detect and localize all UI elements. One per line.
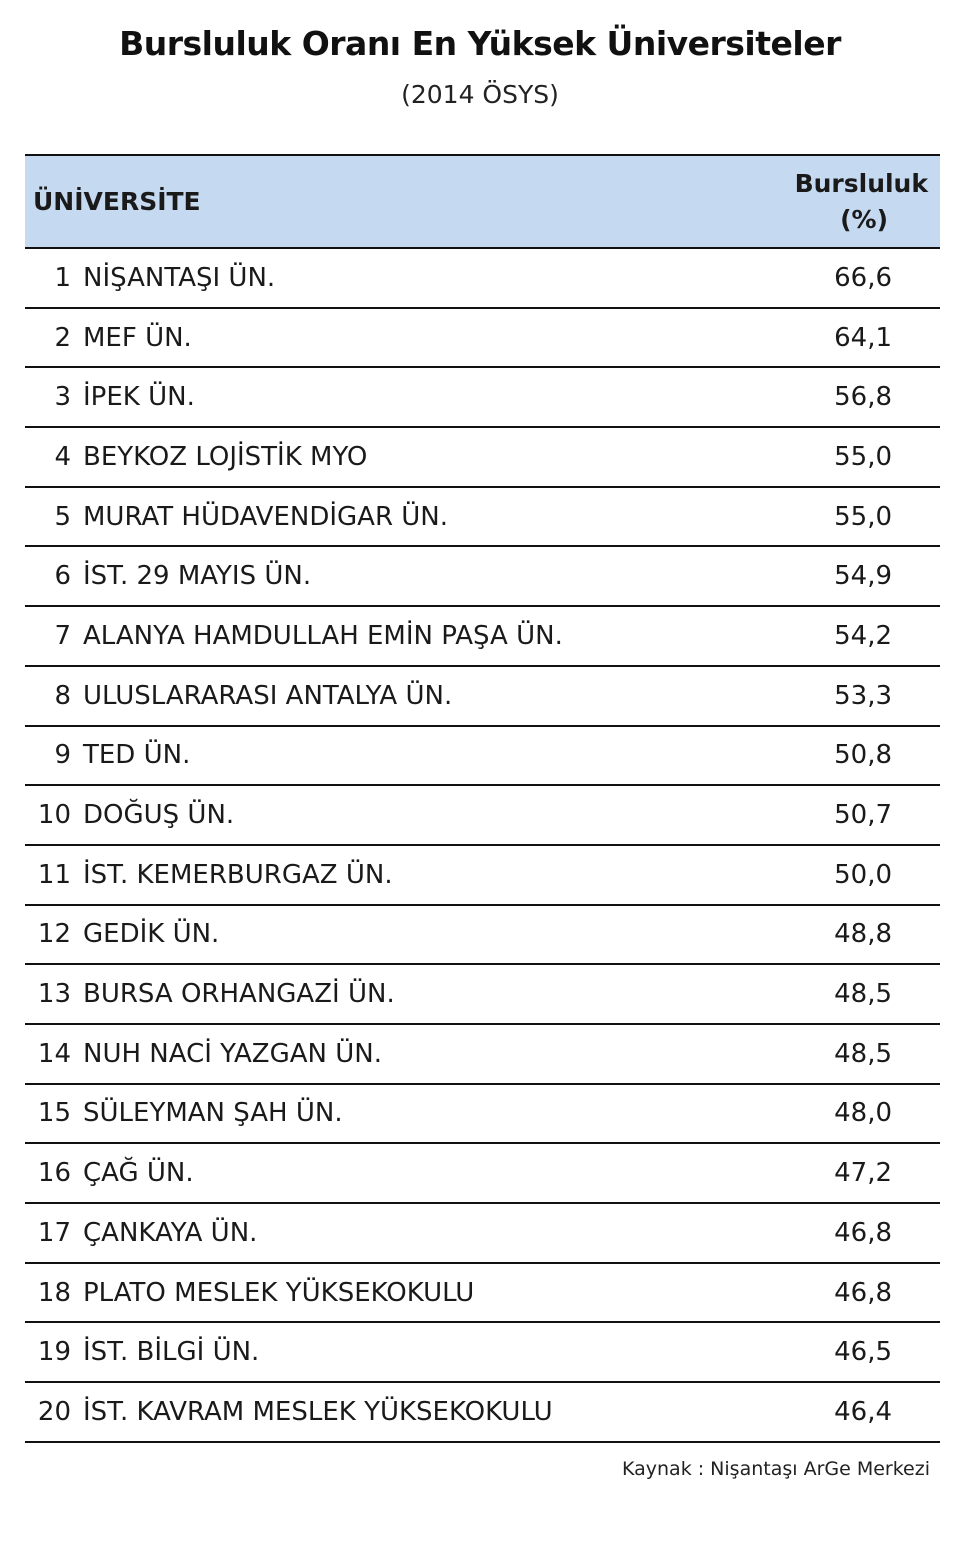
row-scholarship-value: 50,7 [834, 800, 892, 831]
row-scholarship-value: 56,8 [834, 382, 892, 413]
table-row [25, 965, 940, 1025]
row-university-name: İPEK ÜN. [83, 382, 195, 413]
table-row [25, 309, 940, 369]
row-rank: 14 [37, 1038, 71, 1069]
page-title: Bursluluk Oranı En Yüksek Üniversiteler [119, 24, 841, 63]
row-university-name: İST. BİLGİ ÜN. [83, 1337, 260, 1368]
table-row [25, 1085, 940, 1145]
row-scholarship-value: 46,8 [834, 1217, 892, 1248]
row-university-name: TED ÜN. [83, 740, 191, 771]
row-university-name: MEF ÜN. [83, 322, 192, 353]
table-row [25, 547, 940, 607]
row-rank: 13 [37, 979, 71, 1010]
row-rank: 12 [37, 919, 71, 950]
row-scholarship-value: 48,5 [834, 979, 892, 1010]
row-rank: 8 [54, 680, 71, 711]
column-header-scholarship [768, 166, 940, 238]
table-row [25, 607, 940, 667]
table-row [25, 727, 940, 787]
row-rank: 10 [37, 800, 71, 831]
row-scholarship-value: 46,4 [834, 1396, 892, 1427]
row-rank: 20 [37, 1396, 71, 1427]
row-scholarship-value: 48,5 [834, 1038, 892, 1069]
row-rank: 15 [37, 1098, 71, 1129]
row-scholarship-value: 54,2 [834, 620, 892, 651]
row-university-name: ULUSLARARASI ANTALYA ÜN. [83, 680, 453, 711]
row-scholarship-value: 50,8 [834, 740, 892, 771]
row-scholarship-value: 55,0 [834, 501, 892, 532]
row-scholarship-value: 47,2 [834, 1158, 892, 1189]
row-university-name: BEYKOZ LOJİSTİK MYO [83, 441, 368, 472]
table-body [25, 249, 940, 1443]
table-row [25, 1383, 940, 1443]
row-rank: 3 [54, 382, 71, 413]
table-row [25, 428, 940, 488]
row-rank: 7 [54, 620, 71, 651]
row-rank: 9 [54, 740, 71, 771]
row-university-name: DOĞUŞ ÜN. [83, 800, 235, 831]
row-university-name: ÇAĞ ÜN. [83, 1158, 194, 1189]
row-university-name: İST. KAVRAM MESLEK YÜKSEKOKULU [83, 1396, 553, 1427]
scholarship-table [25, 154, 940, 1443]
row-rank: 2 [54, 322, 71, 353]
table-row [25, 1264, 940, 1324]
row-university-name: PLATO MESLEK YÜKSEKOKULU [83, 1277, 475, 1308]
row-university-name: İST. KEMERBURGAZ ÜN. [83, 859, 393, 890]
table-row [25, 846, 940, 906]
table-row [25, 249, 940, 309]
row-scholarship-value: 46,5 [834, 1337, 892, 1368]
table-row [25, 368, 940, 428]
column-header-scholarship-unit: (%) [840, 204, 888, 234]
row-university-name: BURSA ORHANGAZİ ÜN. [83, 979, 395, 1010]
table-row [25, 1025, 940, 1085]
table-row [25, 1204, 940, 1264]
row-scholarship-value: 66,6 [834, 262, 892, 293]
row-university-name: ÇANKAYA ÜN. [83, 1217, 258, 1248]
row-university-name: SÜLEYMAN ŞAH ÜN. [83, 1098, 343, 1129]
table-row [25, 906, 940, 966]
row-university-name: NUH NACİ YAZGAN ÜN. [83, 1038, 383, 1069]
row-rank: 5 [54, 501, 71, 532]
row-rank: 11 [37, 859, 71, 890]
row-university-name: GEDİK ÜN. [83, 919, 220, 950]
row-rank: 17 [37, 1217, 71, 1248]
column-header-university: ÜNİVERSİTE [33, 187, 201, 216]
row-scholarship-value: 46,8 [834, 1277, 892, 1308]
row-rank: 18 [37, 1277, 71, 1308]
row-university-name: NİŞANTAŞI ÜN. [83, 262, 276, 293]
row-university-name: MURAT HÜDAVENDİGAR ÜN. [83, 501, 449, 532]
row-rank: 4 [54, 441, 71, 472]
table-row [25, 667, 940, 727]
row-rank: 16 [37, 1158, 71, 1189]
row-university-name: İST. 29 MAYIS ÜN. [83, 561, 312, 592]
table-row [25, 1323, 940, 1383]
row-scholarship-value: 64,1 [834, 322, 892, 353]
table-row [25, 488, 940, 548]
row-university-name: ALANYA HAMDULLAH EMİN PAŞA ÜN. [83, 620, 563, 651]
row-rank: 19 [37, 1337, 71, 1368]
row-scholarship-value: 54,9 [834, 561, 892, 592]
source-note: Kaynak : Nişantaşı ArGe Merkezi [622, 1458, 930, 1480]
page-subtitle: (2014 ÖSYS) [401, 80, 559, 109]
row-rank: 1 [54, 262, 71, 293]
table-row [25, 1144, 940, 1204]
row-scholarship-value: 55,0 [834, 441, 892, 472]
table-row [25, 786, 940, 846]
table-header [25, 156, 940, 249]
row-scholarship-value: 48,0 [834, 1098, 892, 1129]
row-scholarship-value: 50,0 [834, 859, 892, 890]
row-scholarship-value: 53,3 [834, 680, 892, 711]
column-header-scholarship-label: Bursluluk [794, 168, 928, 198]
row-rank: 6 [54, 561, 71, 592]
row-scholarship-value: 48,8 [834, 919, 892, 950]
